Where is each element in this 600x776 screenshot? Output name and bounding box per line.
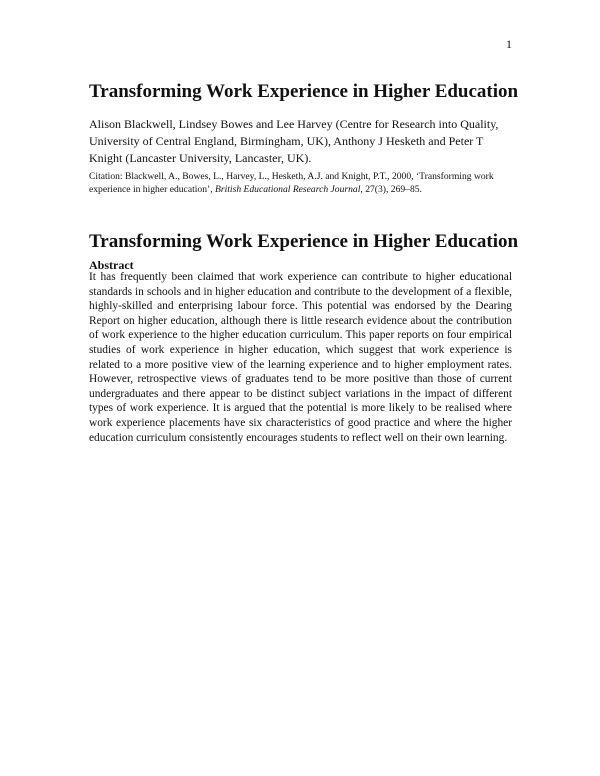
- abstract-heading: Abstract: [89, 258, 134, 272]
- citation-text: Citation: Blackwell, A., Bowes, L., Harvey, L., Hesketh, A.J. and Knight, P.T., 2000, ‘Transforming work experience in higher education’,: [89, 171, 494, 195]
- citation-journal: British Educational Research Journal: [215, 184, 361, 195]
- citation-details: , 27(3), 269–85.: [360, 184, 422, 195]
- page-number: 1: [506, 37, 512, 51]
- paper-title: Transforming Work Experience in Higher Education: [89, 81, 519, 102]
- citation: [89, 170, 519, 196]
- abstract-text: It has frequently been claimed that work experience can contribute to higher educational standards in schools and in higher education and contribute to the development of a flexible, highly-skilled and enterprising labour force. This potential was endorsed by the Dearing Report on higher education, although there is little research evidence about the contribution of work experience to the higher education curriculum. This paper reports on four empirical studies of work experience in higher education, which suggest that work experience is related to a more positive view of the learning experience and to higher employment rates. However, retrospective views of graduates tend to be more positive than those of current undergraduates and there appear to be distinct subject variations in the impact of different types of work experience. It is argued that the potential is more likely to be realised where work experience placements have six characteristics of good practice and where the higher education curriculum consistently encourages students to reflect well on their own learning.: [89, 271, 512, 444]
- section-title: Transforming Work Experience in Higher Education: [89, 231, 519, 252]
- author-list: Alison Blackwell, Lindsey Bowes and Lee Harvey (Centre for Research into Quality, University of Central England, Birmingham, UK), Anthony J Hesketh and Peter T Knight (Lancaster University, Lancaster, UK).: [89, 117, 499, 165]
